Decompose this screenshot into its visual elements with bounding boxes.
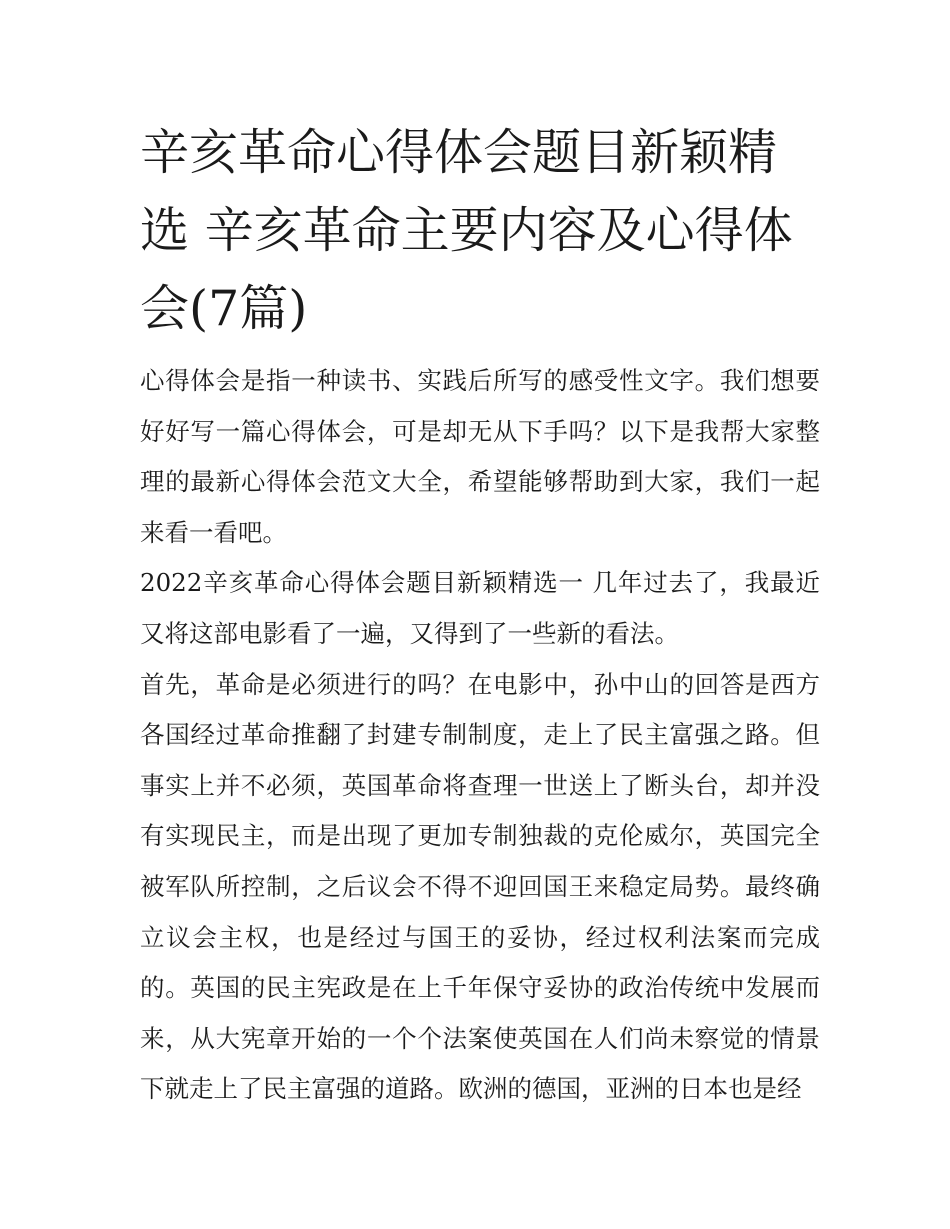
paragraph-intro: 心得体会是指一种读书、实践后所写的感受性文字。我们想要好好写一篇心得体会，可是却无从下手吗？以下是我帮大家整理的最新心得体会范文大全，希望能够帮助到大家，我们一起来看一看吧。 xyxy=(140,366,820,547)
paragraph-revolution-discussion: 首先，革命是必须进行的吗？在电影中，孙中山的回答是西方各国经过革命推翻了封建专制制度，走上了民主富强之路。但事实上并不必须，英国革命将查理一世送上了断头台，却并没有实现民主，而是出现了更加专制独裁的克伦威尔，英国完全被军队所控制，之后议会不得不迎回国王来稳定局势。最终确立议会主权，也是经过与国王的妥协，经过权利法案而完成的。英国的民主宪政是在上千年保守妥协的政治传统中发展而来，从大宪章开始的一个个法案使英国在人们尚未察觉的情景下就走上了民主富强的道路。欧洲的德国，亚洲的日本也是经 xyxy=(140,669,820,1104)
document-body xyxy=(140,356,820,1115)
paragraph-section-one: 2022辛亥革命心得体会题目新颖精选一 几年过去了，我最近又将这部电影看了一遍，又得到了一些新的看法。 xyxy=(140,568,820,648)
document-title: 辛亥革命心得体会题目新颖精选 辛亥革命主要内容及心得体会(7篇) xyxy=(140,124,793,337)
